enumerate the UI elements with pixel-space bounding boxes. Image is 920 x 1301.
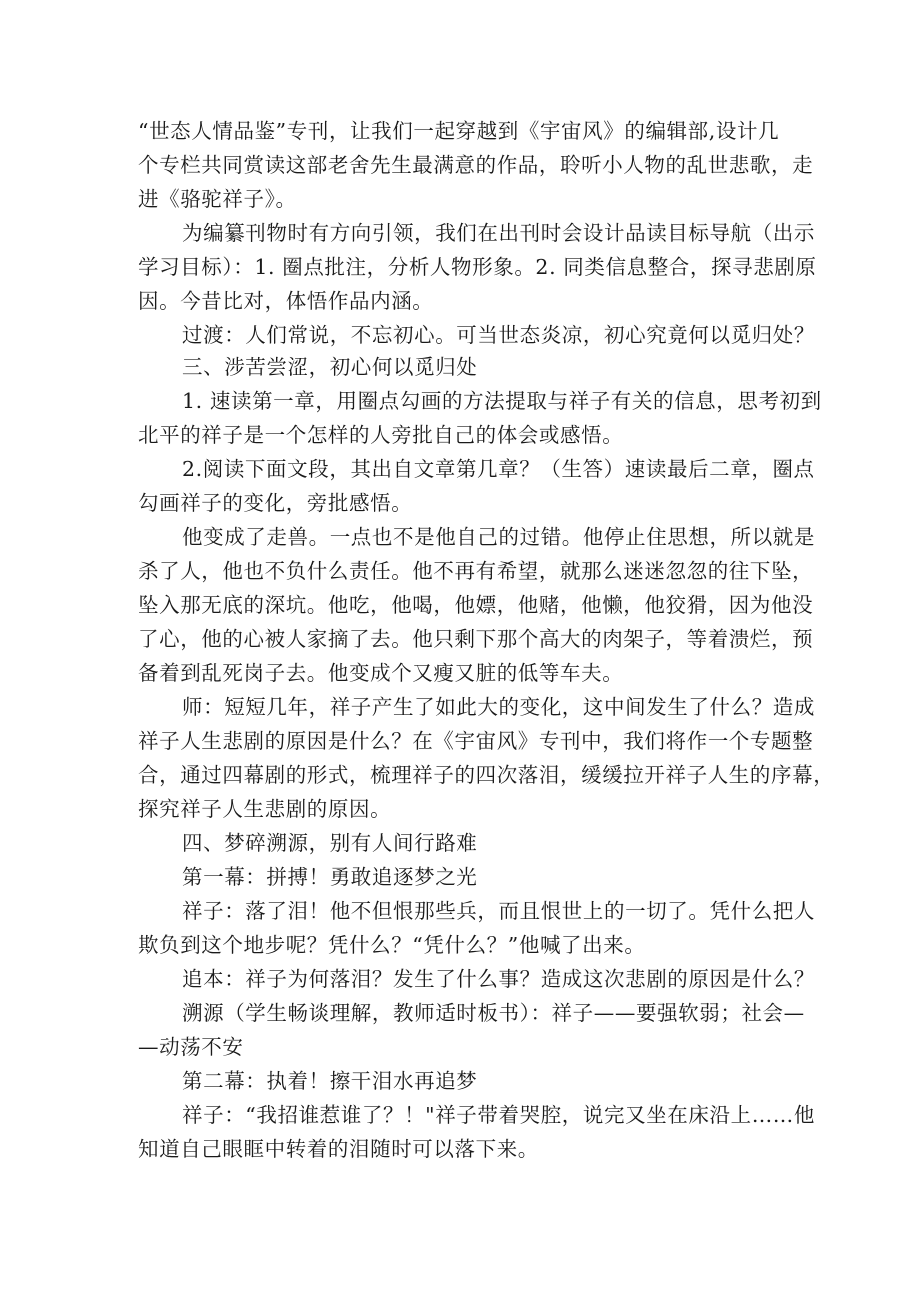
text-line: 探究祥子人生悲剧的原因。 (138, 797, 392, 821)
quote-line: 他变成了走兽。一点也不是他自己的过错。他停止住思想，所以就是 (182, 525, 815, 549)
section-heading: 三、涉苦尝涩，初心何以觅归处 (182, 355, 478, 379)
text-line: 过渡：人们常说，不忘初心。可当世态炎凉，初心究竟何以觅归处？ (182, 323, 815, 347)
text-line: —动荡不安 (138, 1035, 244, 1059)
text-line: 师：短短几年，祥子产生了如此大的变化，这中间发生了什么？造成 (182, 695, 815, 719)
text-line: 进《骆驼祥子》。 (138, 187, 297, 211)
text-line: 溯源（学生畅谈理解，教师适时板书）：祥子——要强软弱；社会— (182, 1001, 805, 1025)
act-heading: 第一幕：拼搏！勇敢追逐梦之光 (182, 865, 478, 889)
text-line: 祥子：“我招谁惹谁了？！"祥子带着哭腔，说完又坐在床沿上……他 (182, 1103, 816, 1127)
text-line: 知道自己眼眶中转着的泪随时可以落下来。 (138, 1137, 539, 1161)
act-heading: 第二幕：执着！擦干泪水再追梦 (182, 1069, 478, 1093)
text-line: 个专栏共同赏读这部老舍先生最满意的作品，聆听小人物的乱世悲歌，走 (138, 153, 814, 177)
text-line: 欺负到这个地步呢？凭什么？“凭什么？”他喊了出来。 (138, 933, 646, 957)
text-line: 北平的祥子是一个怎样的人旁批自己的体会或感悟。 (138, 423, 624, 447)
text-line: 学习目标）：1. 圈点批注，分析人物形象。2. 同类信息整合，探寻悲剧原 (138, 255, 817, 279)
quote-line: 坠入那无底的深坑。他吃，他喝，他嫖，他赌，他懒，他狡猾，因为他没 (138, 593, 814, 617)
text-line: “世态人情品鉴”专刊，让我们一起穿越到《宇宙风》的编辑部,设计几 (138, 119, 780, 143)
text-line: 2.阅读下面文段，其出自文章第几章？（生答）速读最后二章，圈点 (182, 457, 815, 481)
text-line: 合，通过四幕剧的形式，梳理祥子的四次落泪，缓缓拉开祥子人生的序幕， (138, 763, 835, 787)
quote-line: 了心，他的心被人家摘了去。他只剩下那个高大的肉架子，等着溃烂，预 (138, 627, 814, 651)
text-line: 因。今昔比对，体悟作品内涵。 (138, 289, 434, 313)
section-heading: 四、梦碎溯源，别有人间行路难 (182, 831, 478, 855)
text-line: 1. 速读第一章，用圈点勾画的方法提取与祥子有关的信息，思考初到 (182, 389, 822, 413)
text-line: 勾画祥子的变化，旁批感悟。 (138, 491, 413, 515)
text-line: 为编纂刊物时有方向引领，我们在出刊时会设计品读目标导航（出示 (182, 221, 815, 245)
text-line: 追本：祥子为何落泪？发生了什么事？造成这次悲剧的原因是什么？ (182, 967, 815, 991)
quote-line: 备着到乱死岗子去。他变成个又瘦又脏的低等车夫。 (138, 661, 624, 685)
text-line: 祥子人生悲剧的原因是什么？在《宇宙风》专刊中，我们将作一个专题整 (138, 729, 814, 753)
quote-line: 杀了人，他也不负什么责任。他不再有希望，就那么迷迷忽忽的往下坠， (138, 559, 814, 583)
text-line: 祥子：落了泪！他不但恨那些兵，而且恨世上的一切了。凭什么把人 (182, 899, 815, 923)
